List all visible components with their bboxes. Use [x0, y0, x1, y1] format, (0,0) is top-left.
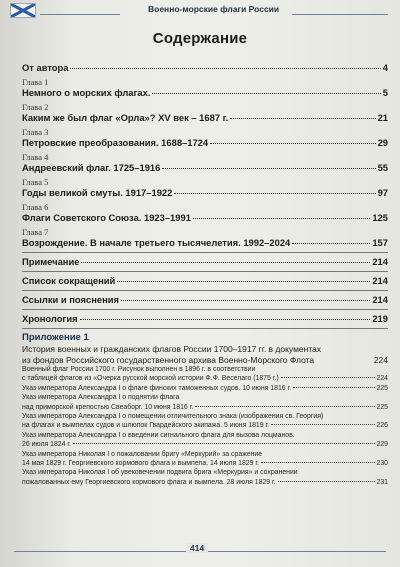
appendix-entry-text: пожалованных ему Георгиевского кормового флага и вымпела. 28 июля 1829 г. — [22, 478, 276, 486]
toc-entry-chapter[interactable] — [22, 237, 388, 249]
appendix-entry[interactable] — [22, 421, 388, 430]
toc-entry-page: 29 — [377, 137, 388, 148]
chapter-number: Глава 6 — [22, 202, 49, 212]
appendix-entry-page: 225 — [376, 384, 388, 392]
appendix-entry-page: 224 — [376, 375, 388, 383]
chapter-number: Глава 3 — [22, 127, 49, 137]
dot-leader — [292, 243, 370, 244]
dot-leader — [80, 319, 371, 320]
appendix-entry[interactable] — [22, 450, 388, 459]
appendix-entry[interactable] — [22, 440, 388, 449]
dot-leader — [70, 68, 380, 69]
appendix-intro[interactable] — [22, 344, 388, 355]
toc-entry-chapter[interactable] — [22, 162, 388, 174]
toc-entry-chapter[interactable] — [22, 137, 388, 149]
header-rule-left — [40, 14, 120, 15]
header-rule-right — [292, 14, 388, 15]
toc-entry-page: 214 — [372, 294, 388, 305]
toc-entry-page: 219 — [372, 313, 388, 324]
toc-entry-chapter[interactable] — [22, 212, 388, 224]
toc-entry-title: Каким же был флаг «Орла»? XV век – 1687 г. — [22, 112, 229, 123]
appendix-entry-text: Указ императора Николая I об увековечении подвига брига «Меркурия» и сохранении — [22, 469, 298, 477]
appendix-entry[interactable] — [22, 431, 388, 440]
chapter-number: Глава 1 — [22, 77, 49, 87]
appendix-intro-line2: из фондов Российского государственного архива Военно-Морского Флота — [22, 354, 315, 365]
page-number: 414 — [186, 543, 208, 553]
toc-entry-back-matter[interactable] — [22, 313, 388, 325]
dot-leader — [278, 481, 375, 482]
dot-leader — [210, 143, 375, 144]
appendix-entry-text: с таблицей флагов из «Очерка русской морской истории Ф.Ф. Веселаго (1875 г.) — [22, 375, 279, 383]
appendix-intro-page: 224 — [373, 354, 388, 365]
table-of-contents — [22, 62, 388, 487]
toc-entry-title: Возрождение. В начале третьего тысячелетия. 1992–2024 — [22, 237, 291, 248]
dot-leader — [121, 300, 370, 301]
toc-entry-author[interactable] — [22, 62, 388, 74]
appendix-entry-page: 231 — [376, 478, 388, 486]
toc-title: Содержание — [152, 30, 248, 47]
toc-entry-page: 214 — [372, 256, 388, 267]
dot-leader — [281, 377, 375, 378]
appendix-entry-text: Военный флаг России 1700 г. Рисунок выполнен в 1896 г. в соответствии — [22, 366, 256, 373]
back-matter-list — [22, 256, 388, 329]
running-header — [0, 0, 400, 18]
dot-leader — [174, 193, 375, 194]
toc-entry-back-matter[interactable] — [22, 275, 388, 287]
toc-entry-chapter[interactable] — [22, 112, 388, 124]
appendix-entry[interactable] — [22, 393, 388, 402]
appendix-entry-text: Указ императора Александра I о поднятии флага — [22, 394, 180, 402]
toc-entry-page: 97 — [377, 187, 388, 198]
divider — [22, 328, 388, 329]
appendix-entry[interactable] — [22, 468, 388, 477]
toc-entry-page: 214 — [372, 275, 388, 286]
appendix-entry-text: Указ императора Николая I о пожаловании бригу «Меркурий» за сражение — [22, 450, 263, 458]
dot-leader — [162, 168, 375, 169]
dot-leader — [261, 462, 375, 463]
st-andrew-flag-icon — [10, 3, 36, 18]
chapter-number: Глава 4 — [22, 152, 49, 162]
toc-entry-chapter[interactable] — [22, 87, 388, 99]
toc-entry-title: Хронология — [22, 313, 78, 324]
appendix-entry-page: 225 — [376, 403, 388, 411]
dot-leader — [73, 443, 375, 444]
chapter-list — [22, 77, 388, 249]
toc-entry-title: Андреевский флаг. 1725–1916 — [22, 162, 161, 173]
toc-entry-title: Петровские преобразования. 1688–1724 — [22, 137, 209, 148]
divider — [22, 271, 388, 272]
appendix-entry-text: Указ императора Александра I о введении сигнального флага для вызова лоцманов. — [22, 431, 295, 439]
dot-leader — [195, 406, 374, 407]
dot-leader — [152, 93, 380, 94]
running-header-title: Военно-морские флаги России — [148, 4, 280, 14]
appendix-entry-list — [22, 365, 388, 487]
toc-entry-page: 55 — [377, 162, 388, 173]
appendix-entry-text: 26 июля 1824 г. — [22, 441, 71, 449]
toc-entry-title: Примечание — [22, 256, 80, 267]
chapter-number: Глава 7 — [22, 227, 49, 237]
appendix-entry[interactable] — [22, 374, 388, 383]
toc-entry-back-matter[interactable] — [22, 294, 388, 306]
appendix-entry[interactable] — [22, 365, 388, 374]
chapter-number: Глава 5 — [22, 177, 49, 187]
appendix-intro-line1: История военных и гражданских флагов России 1700–1917 гг. в документах — [22, 344, 322, 354]
appendix-entry-text: на флагах и вымпелах судов и шлюпок Гвардейского экипажа. 5 июня 1819 г. — [22, 422, 270, 430]
toc-entry-chapter[interactable] — [22, 187, 388, 199]
toc-entry-title: От автора — [22, 62, 69, 73]
appendix-entry-text: Указ императора Александра I о флаге финских таможенных судов. 10 июня 1816 г. — [22, 384, 292, 392]
toc-entry-page: 4 — [382, 62, 388, 73]
chapter-number: Глава 2 — [22, 102, 49, 112]
toc-entry-title: Список сокращений — [22, 275, 116, 286]
appendix-entry-page: 226 — [376, 422, 388, 430]
toc-entry-page: 21 — [377, 112, 388, 123]
toc-entry-page: 157 — [372, 237, 388, 248]
toc-entry-page: 125 — [372, 212, 388, 223]
divider — [22, 252, 388, 253]
appendix-entry[interactable] — [22, 384, 388, 393]
dot-leader — [230, 118, 375, 119]
toc-entry-back-matter[interactable] — [22, 256, 388, 268]
appendix-title: Приложение 1 — [22, 332, 89, 343]
appendix-entry[interactable] — [22, 459, 388, 468]
appendix-entry[interactable] — [22, 478, 388, 487]
appendix-entry-page: 229 — [376, 441, 388, 449]
dot-leader — [81, 262, 370, 263]
toc-entry-title: Ссылки и пояснения — [22, 294, 119, 305]
appendix-entry-text: Указ императора Александра I о помещении отличительного знака (изображения св. Георгия) — [22, 413, 324, 421]
divider — [22, 309, 388, 310]
appendix-entry[interactable] — [22, 403, 388, 412]
appendix-intro-cont — [22, 355, 388, 366]
appendix-entry-page: 230 — [376, 460, 388, 468]
appendix-entry[interactable] — [22, 412, 388, 421]
appendix-entry-text: над приморской крепостью Свеаборг. 10 июня 1816 г. — [22, 403, 194, 411]
dot-leader — [293, 387, 374, 388]
dot-leader — [193, 218, 370, 219]
dot-leader — [117, 281, 370, 282]
toc-entry-page: 5 — [382, 87, 388, 98]
toc-entry-title: Флаги Советского Союза. 1923–1991 — [22, 212, 191, 223]
appendix-entry-text: 14 мая 1829 г. Георгиевского кормового флага и вымпела. 14 июля 1829 г. — [22, 460, 259, 468]
toc-entry-title: Годы великой смуты. 1917–1922 — [22, 187, 173, 198]
divider — [22, 290, 388, 291]
dot-leader — [271, 424, 374, 425]
toc-entry-title: Немного о морских флагах. — [22, 87, 151, 98]
